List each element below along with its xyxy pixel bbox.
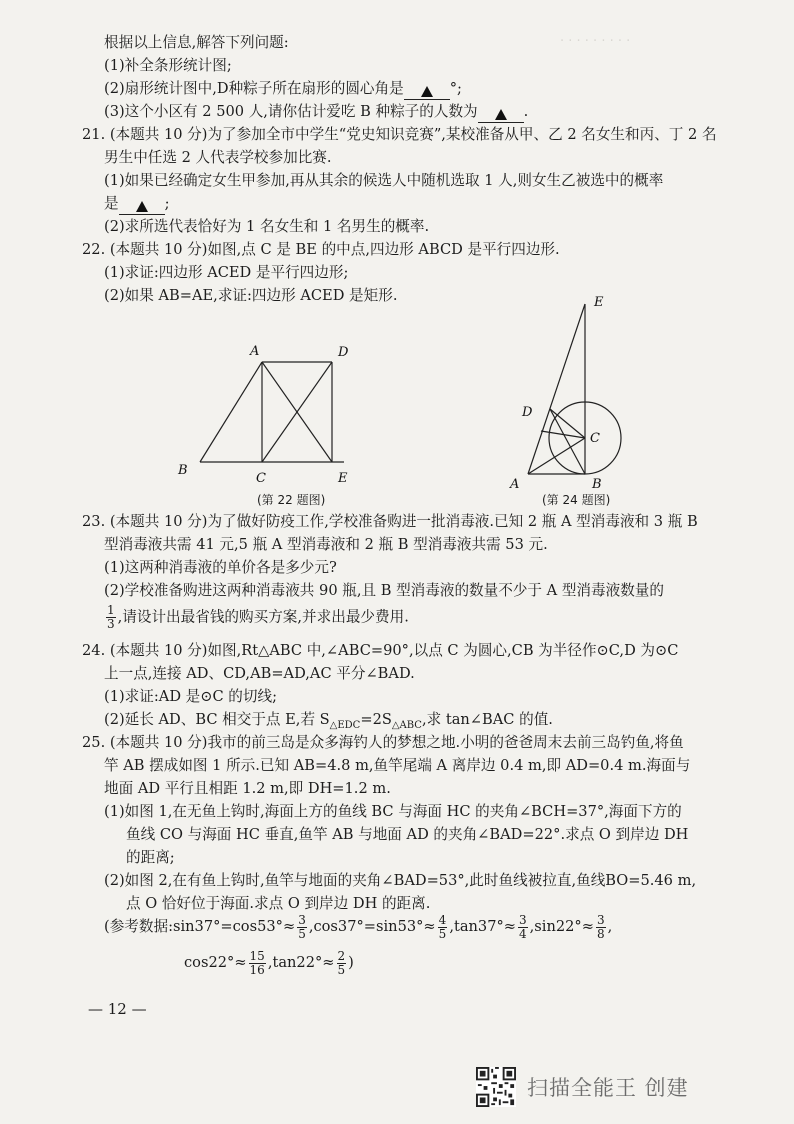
label-B: B <box>592 477 602 492</box>
problem-25-part-2-cont: 点 O 恰好位于海面.求点 O 到岸边 DH 的距离. <box>126 895 431 912</box>
label-D: D <box>338 345 349 360</box>
problem-21-part-1: (1)如果已经确定女生甲参加,再从其余的候选人中随机选取 1 人,则女生乙被选中的概率 <box>104 172 664 189</box>
problem-25-part-2: (2)如图 2,在有鱼上钩时,鱼竿与地面的夹角∠BAD=53°,此时鱼线被拉直,鱼线BO=5.46 m, <box>104 872 697 889</box>
problem-23-text: ,请设计出最省钱的购买方案,并求出最少费用. <box>117 608 409 626</box>
segment-AB <box>200 362 262 462</box>
problem-24-line: 上一点,连接 AD、CD,AB=AD,AC 平分∠BAD. <box>104 665 415 682</box>
label-C: C <box>256 471 266 486</box>
fraction <box>337 950 347 977</box>
problem-21-heading: 21. (本题共 10 分)为了参加全市中学生“党史知识竞赛”,某校准备从甲、乙 2 名女生和丙、丁 2 名 <box>82 126 717 143</box>
problem-25-heading: 25. (本题共 10 分)我市的前三岛是众多海钓人的梦想之地.小明的爸爸周末去前三岛钓鱼,将鱼 <box>82 734 684 751</box>
problem-25-part-1-cont: 的距离; <box>126 849 175 866</box>
fraction-denominator: 3 <box>107 617 115 631</box>
reference-text: ,tan22°≈ <box>267 954 335 971</box>
answer-blank <box>119 197 165 215</box>
label-E: E <box>338 471 348 486</box>
page-number: — 12 — <box>88 1000 147 1018</box>
question-3-suffix: . <box>523 103 529 120</box>
question-2-text: (2)扇形统计图中,D种粽子所在扇形的圆心角是 <box>104 80 404 97</box>
segment-AC <box>528 438 585 474</box>
fraction-numerator: 4 <box>438 912 447 927</box>
label-B: B <box>178 463 188 478</box>
reference-data <box>104 910 612 944</box>
problem-24-part-1: (1)求证:AD 是⊙C 的切线; <box>104 688 277 705</box>
problem-21-suffix: ; <box>164 195 170 212</box>
label-E: E <box>594 295 604 310</box>
fraction-denominator: 16 <box>249 962 265 977</box>
reference-text: ,sin22°≈ <box>529 918 594 935</box>
fraction-numerator: 3 <box>298 912 306 927</box>
problem-22-part-2: (2)如果 AB=AE,求证:四边形 ACED 是矩形. <box>104 287 398 304</box>
problem-23-part-2: (2)学校准备购进这两种消毒液共 90 瓶,且 B 型消毒液的数量不少于 A 型消毒液数量的 <box>104 582 664 599</box>
label-D: D <box>522 405 533 420</box>
fraction-denominator: 5 <box>438 926 447 941</box>
fraction-numerator: 2 <box>337 948 346 963</box>
fraction-numerator: 1 <box>107 603 115 617</box>
fraction <box>596 914 606 941</box>
subscript: △EDC <box>329 719 361 731</box>
problem-22-part-1: (1)求证:四边形 ACED 是平行四边形; <box>104 264 349 281</box>
question-2 <box>104 79 462 100</box>
bleed-through-decoration: · · · · · · · · · <box>560 34 631 49</box>
problem-23-part-1: (1)这两种消毒液的单价各是多少元? <box>104 559 337 576</box>
problem-23-heading: 23. (本题共 10 分)为了做好防疫工作,学校准备购进一批消毒液.已知 2 瓶 A 型消毒液和 3 瓶 B <box>82 513 698 530</box>
fraction <box>249 950 266 977</box>
problem-25-line: 竿 AB 摆成如图 1 所示.已知 AB=4.8 m,鱼竿尾端 A 离岸边 0.4 m,即 AD=0.4 m.海面与 <box>104 757 691 774</box>
fraction-denominator: 8 <box>596 926 605 941</box>
problem-23-line: 型消毒液共需 41 元,5 瓶 A 型消毒液和 2 瓶 B 型消毒液共需 53 元. <box>104 536 548 553</box>
problem-23-part-2-cont <box>104 604 409 638</box>
segment-AE <box>528 304 585 474</box>
qr-code-icon <box>476 1067 516 1107</box>
question-2-suffix: °; <box>449 80 462 97</box>
scanner-watermark: 扫描全能王 创建 <box>527 1076 689 1100</box>
reference-text: cos22°≈ <box>184 954 247 971</box>
intro-text: 根据以上信息,解答下列问题: <box>104 34 289 51</box>
answer-blank <box>404 82 450 100</box>
question-3-text: (3)这个小区有 2 500 人,请你估计爱吃 B 种粽子的人数为 <box>104 103 478 120</box>
fraction-denominator: 5 <box>337 962 346 977</box>
problem-25-part-1: (1)如图 1,在无鱼上钩时,海面上方的鱼线 BC 与海面 HC 的夹角∠BCH=37°,海面下方的 <box>104 803 682 820</box>
reference-text: ,cos37°=sin53°≈ <box>308 918 436 935</box>
problem-25-part-1-cont: 鱼线 CO 与海面 HC 垂直,鱼竿 AB 与地面 AD 的夹角∠BAD=22°.求点 O 到岸边 DH <box>126 826 689 843</box>
question-1: (1)补全条形统计图; <box>104 57 232 74</box>
problem-22-heading: 22. (本题共 10 分)如图,点 C 是 BE 的中点,四边形 ABCD 是平行四边形. <box>82 241 560 258</box>
fraction <box>297 914 307 941</box>
answer-blank <box>478 105 524 123</box>
figure-22-diagram <box>170 336 370 486</box>
fraction-numerator: 3 <box>596 912 605 927</box>
problem-21-part-1-answer <box>104 194 170 215</box>
label-A: A <box>250 344 260 359</box>
problem-21-line: 男生中任选 2 人代表学校参加比赛. <box>104 149 332 166</box>
problem-21-part-2: (2)求所选代表恰好为 1 名女生和 1 名男生的概率. <box>104 218 430 235</box>
fraction-denominator: 4 <box>519 926 527 941</box>
triangle-icon <box>495 109 507 120</box>
figure-24-caption: (第 24 题图) <box>542 493 611 507</box>
triangle-icon <box>136 201 148 212</box>
reference-text: ) <box>348 954 354 971</box>
problem-24-text: (2)延长 AD、BC 相交于点 E,若 S <box>104 711 330 728</box>
subscript: △ABC <box>391 719 422 731</box>
fraction-numerator: 15 <box>249 948 265 963</box>
reference-text: (参考数据:sin37°=cos53°≈ <box>104 918 296 935</box>
figure-24-diagram <box>500 292 650 492</box>
problem-24-text: =2S <box>360 711 392 728</box>
reference-data-cont <box>184 946 354 980</box>
fraction <box>518 914 528 941</box>
label-C: C <box>590 431 600 446</box>
problem-24-heading: 24. (本题共 10 分)如图,Rt△ABC 中,∠ABC=90°,以点 C 为圆心,CB 为半径作⊙C,D 为⊙C <box>82 642 679 659</box>
fraction-numerator: 3 <box>519 912 527 927</box>
fraction-denominator: 5 <box>298 926 306 941</box>
problem-24-text: ,求 tan∠BAC 的值. <box>421 711 553 728</box>
figure-22-caption: (第 22 题图) <box>257 493 326 507</box>
fraction-one-third <box>106 604 116 631</box>
problem-25-line: 地面 AD 平行且相距 1.2 m,即 DH=1.2 m. <box>104 780 391 797</box>
reference-text: , <box>607 918 613 935</box>
label-A: A <box>510 477 520 492</box>
problem-21-text: 是 <box>104 195 119 212</box>
triangle-icon <box>421 86 433 97</box>
fraction <box>438 914 448 941</box>
reference-text: ,tan37°≈ <box>449 918 517 935</box>
question-3 <box>104 102 528 123</box>
